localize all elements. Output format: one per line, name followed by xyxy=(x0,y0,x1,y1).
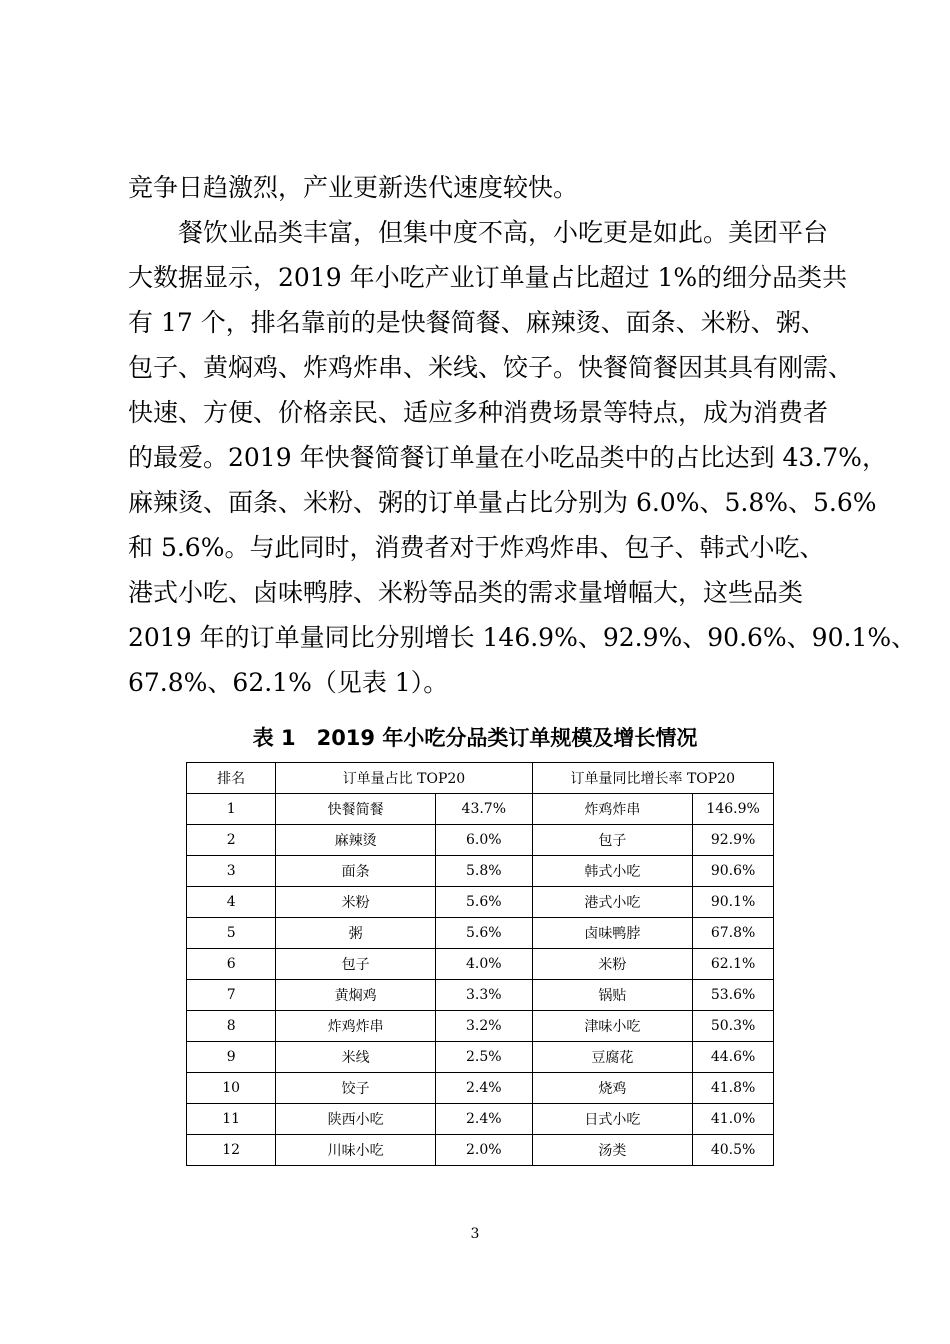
rank-cell: 12 xyxy=(187,1135,276,1166)
share-value-cell: 5.6% xyxy=(436,918,533,949)
body-line: 2019 年的订单量同比分别增长 146.9%、92.9%、90.6%、90.1%、 xyxy=(128,623,917,652)
table-row xyxy=(187,794,774,825)
growth-value-cell: 53.6% xyxy=(693,980,774,1011)
table-row xyxy=(187,1135,774,1166)
share-value-cell: 5.8% xyxy=(436,856,533,887)
table-body xyxy=(187,794,774,1166)
body-line: 的最爱。2019 年快餐简餐订单量在小吃品类中的占比达到 43.7%， xyxy=(128,443,887,472)
growth-name-cell: 日式小吃 xyxy=(532,1104,693,1135)
share-name-cell: 包子 xyxy=(276,949,436,980)
share-value-cell: 5.6% xyxy=(436,887,533,918)
share-name-cell: 粥 xyxy=(276,918,436,949)
rank-cell: 7 xyxy=(187,980,276,1011)
growth-value-cell: 50.3% xyxy=(693,1011,774,1042)
rank-cell: 8 xyxy=(187,1011,276,1042)
growth-value-cell: 90.6% xyxy=(693,856,774,887)
share-name-cell: 黄焖鸡 xyxy=(276,980,436,1011)
growth-value-cell: 67.8% xyxy=(693,918,774,949)
order-table xyxy=(186,762,774,1166)
rank-cell: 1 xyxy=(187,794,276,825)
table-row xyxy=(187,918,774,949)
table-row xyxy=(187,980,774,1011)
body-line: 有 17 个，排名靠前的是快餐简餐、麻辣烫、面条、米粉、粥、 xyxy=(128,308,826,337)
header-growth: 订单量同比增长率 TOP20 xyxy=(532,763,773,794)
growth-name-cell: 汤类 xyxy=(532,1135,693,1166)
growth-value-cell: 40.5% xyxy=(693,1135,774,1166)
growth-name-cell: 津味小吃 xyxy=(532,1011,693,1042)
table-row xyxy=(187,825,774,856)
share-value-cell: 2.5% xyxy=(436,1042,533,1073)
table-row xyxy=(187,1073,774,1104)
share-name-cell: 麻辣烫 xyxy=(276,825,436,856)
growth-name-cell: 米粉 xyxy=(532,949,693,980)
growth-name-cell: 韩式小吃 xyxy=(532,856,693,887)
table-row xyxy=(187,1104,774,1135)
body-line: 包子、黄焖鸡、炸鸡炸串、米线、饺子。快餐简餐因其具有刚需、 xyxy=(128,353,854,382)
body-line: 麻辣烫、面条、米粉、粥的订单量占比分别为 6.0%、5.8%、5.6% xyxy=(128,488,877,517)
rank-cell: 6 xyxy=(187,949,276,980)
share-value-cell: 6.0% xyxy=(436,825,533,856)
growth-name-cell: 豆腐花 xyxy=(532,1042,693,1073)
growth-value-cell: 146.9% xyxy=(693,794,774,825)
growth-value-cell: 44.6% xyxy=(693,1042,774,1073)
share-name-cell: 快餐简餐 xyxy=(276,794,436,825)
rank-cell: 10 xyxy=(187,1073,276,1104)
share-name-cell: 米粉 xyxy=(276,887,436,918)
body-line: 餐饮业品类丰富，但集中度不高，小吃更是如此。美团平台 xyxy=(128,218,829,247)
body-line: 大数据显示，2019 年小吃产业订单量占比超过 1%的细分品类共 xyxy=(128,263,848,292)
growth-name-cell: 卤味鸭脖 xyxy=(532,918,693,949)
body-line: 67.8%、62.1%（见表 1）。 xyxy=(128,668,449,697)
table-row xyxy=(187,949,774,980)
share-value-cell: 43.7% xyxy=(436,794,533,825)
share-name-cell: 川味小吃 xyxy=(276,1135,436,1166)
growth-name-cell: 炸鸡炸串 xyxy=(532,794,693,825)
rank-cell: 5 xyxy=(187,918,276,949)
share-name-cell: 陕西小吃 xyxy=(276,1104,436,1135)
body-line: 快速、方便、价格亲民、适应多种消费场景等特点，成为消费者 xyxy=(128,398,829,427)
share-name-cell: 炸鸡炸串 xyxy=(276,1011,436,1042)
share-value-cell: 3.2% xyxy=(436,1011,533,1042)
body-line: 港式小吃、卤味鸭脖、米粉等品类的需求量增幅大，这些品类 xyxy=(128,578,804,607)
header-share: 订单量占比 TOP20 xyxy=(276,763,532,794)
rank-cell: 9 xyxy=(187,1042,276,1073)
table-row xyxy=(187,887,774,918)
growth-value-cell: 41.8% xyxy=(693,1073,774,1104)
share-name-cell: 面条 xyxy=(276,856,436,887)
rank-cell: 11 xyxy=(187,1104,276,1135)
table-row xyxy=(187,1042,774,1073)
growth-value-cell: 92.9% xyxy=(693,825,774,856)
share-value-cell: 2.0% xyxy=(436,1135,533,1166)
share-value-cell: 3.3% xyxy=(436,980,533,1011)
share-value-cell: 2.4% xyxy=(436,1104,533,1135)
table-header-row xyxy=(187,763,774,794)
growth-value-cell: 90.1% xyxy=(693,887,774,918)
growth-value-cell: 41.0% xyxy=(693,1104,774,1135)
table-caption: 表 1 2019 年小吃分品类订单规模及增长情况 xyxy=(252,726,698,750)
page-number: 3 xyxy=(470,1226,480,1242)
body-line: 和 5.6%。与此同时，消费者对于炸鸡炸串、包子、韩式小吃、 xyxy=(128,533,825,562)
growth-name-cell: 烧鸡 xyxy=(532,1073,693,1104)
growth-name-cell: 包子 xyxy=(532,825,693,856)
share-name-cell: 饺子 xyxy=(276,1073,436,1104)
table-row xyxy=(187,1011,774,1042)
growth-name-cell: 港式小吃 xyxy=(532,887,693,918)
growth-value-cell: 62.1% xyxy=(693,949,774,980)
table-row xyxy=(187,856,774,887)
share-name-cell: 米线 xyxy=(276,1042,436,1073)
rank-cell: 2 xyxy=(187,825,276,856)
body-line: 竞争日趋激烈，产业更新迭代速度较快。 xyxy=(128,173,579,202)
share-value-cell: 4.0% xyxy=(436,949,533,980)
share-value-cell: 2.4% xyxy=(436,1073,533,1104)
header-rank: 排名 xyxy=(187,763,276,794)
rank-cell: 3 xyxy=(187,856,276,887)
rank-cell: 4 xyxy=(187,887,276,918)
growth-name-cell: 锅贴 xyxy=(532,980,693,1011)
